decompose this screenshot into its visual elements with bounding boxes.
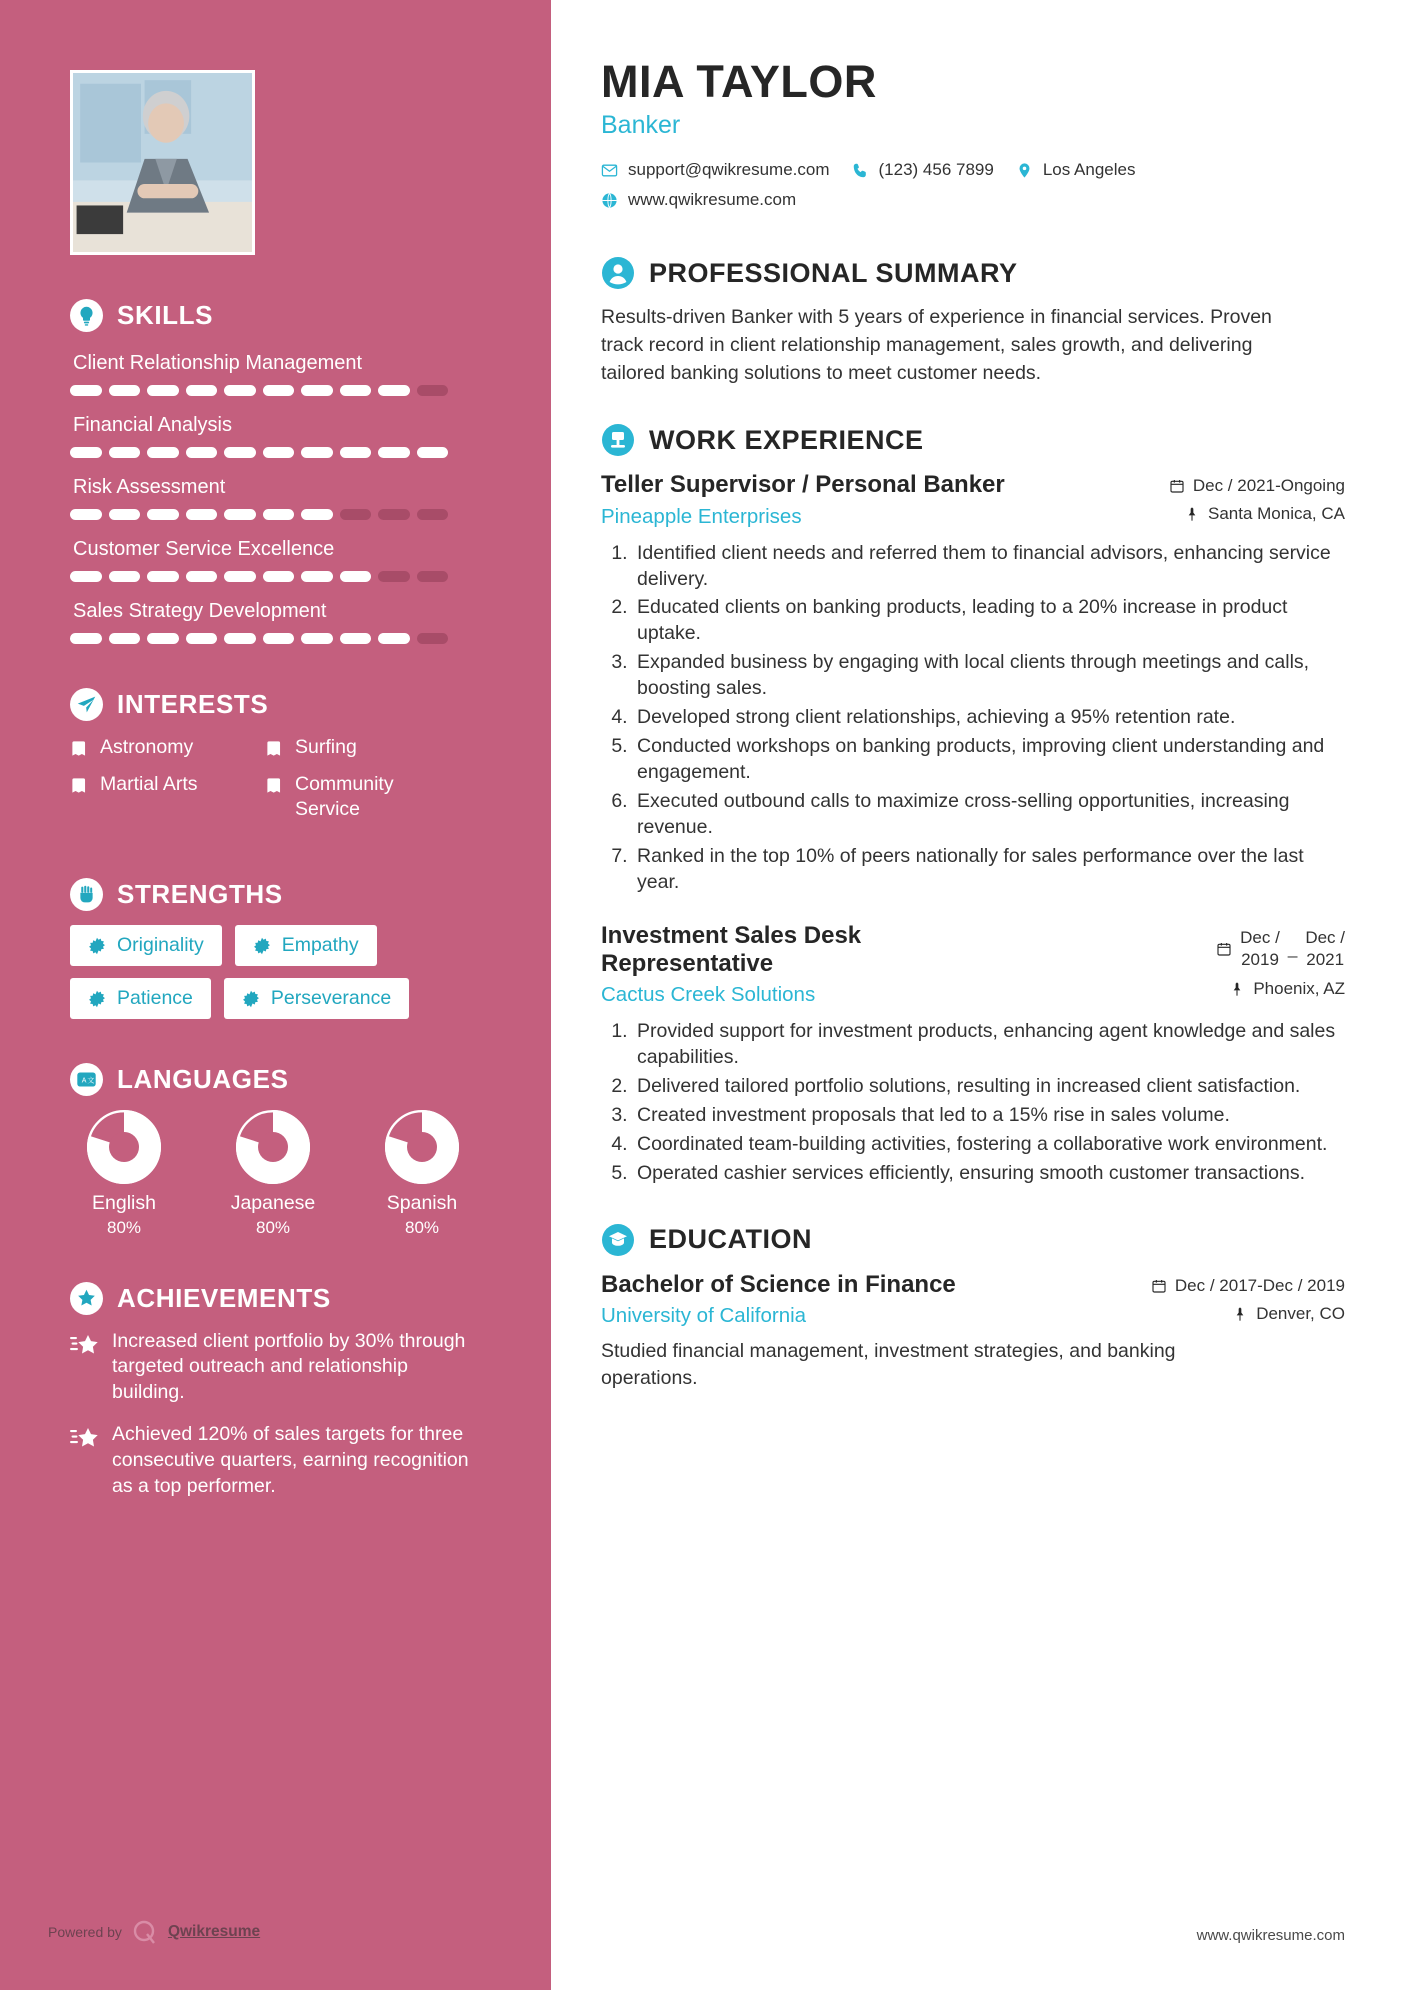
svg-text:A: A — [81, 1077, 87, 1085]
skill-label: Risk Assessment — [73, 476, 226, 498]
skill-bar-segment — [263, 571, 295, 582]
languages-list — [70, 1110, 481, 1237]
work-date-start-month: Dec / — [1240, 927, 1280, 947]
language-item — [368, 1110, 476, 1237]
skill-bar-segment — [417, 633, 449, 644]
work-date — [1216, 927, 1345, 971]
summary-text: Results-driven Banker with 5 years of experience in financial services. Proven track record in client relationship management, sales growth, and delivering tailored banking solutions to meet customer needs. — [601, 306, 1272, 384]
skill-bar-segment — [378, 385, 410, 396]
globe-icon — [601, 192, 618, 209]
work-date-end-year: 2021 — [1306, 949, 1345, 969]
summary-title: PROFESSIONAL SUMMARY — [649, 257, 1018, 288]
professional-summary-section — [601, 256, 1345, 387]
skill-bar-segment — [186, 571, 218, 582]
interest-label: Surfing — [295, 736, 357, 758]
work-date-start-year: 2019 — [1241, 949, 1279, 969]
skill-bar-segment — [417, 509, 449, 520]
work-entry-left — [601, 471, 1153, 528]
map-pin-icon — [1232, 1306, 1248, 1322]
work-bullet: 3. Expanded business by engaging with local clients through meetings and calls, boosting sales. — [633, 650, 1345, 702]
education-section — [601, 1223, 1345, 1392]
map-pin-icon — [1184, 506, 1200, 522]
education-location-text: Denver, CO — [1256, 1303, 1345, 1323]
education-entry-left — [601, 1271, 1135, 1328]
work-job-title: Teller Supervisor / Personal Banker — [601, 471, 1005, 499]
interest-item — [70, 772, 265, 821]
skill-bar-segment — [109, 633, 141, 644]
skill-label: Client Relationship Management — [73, 352, 363, 374]
work-entry-meta — [1169, 471, 1345, 524]
skill-bar-segment — [186, 633, 218, 644]
profile-photo-image — [73, 73, 252, 252]
skill-bar-segment — [263, 447, 295, 458]
language-label: English — [92, 1192, 156, 1215]
work-location-text: Phoenix, AZ — [1253, 978, 1345, 998]
work-date — [1169, 476, 1345, 496]
skills-title: SKILLS — [117, 300, 214, 330]
skill-bar-segment — [263, 509, 295, 520]
language-percent: 80% — [255, 1217, 291, 1237]
contact-email[interactable] — [601, 160, 830, 180]
skill-item — [70, 594, 481, 644]
work-bullet: 2. Delivered tailored portfolio solutions, resulting in increased client satisfaction. — [633, 1074, 1345, 1100]
contact-row-primary — [601, 160, 1345, 190]
work-entry-header — [601, 922, 1345, 1008]
interest-label: Astronomy — [100, 736, 194, 758]
skill-bar-segment — [378, 571, 410, 582]
work-location-text: Santa Monica, CA — [1207, 504, 1345, 524]
education-degree: Bachelor of Science in Finance — [601, 1270, 956, 1298]
skill-bar-segment — [301, 385, 333, 396]
skill-bar-segment — [224, 447, 256, 458]
work-bullet-list — [601, 541, 1345, 896]
skill-bar — [70, 385, 448, 396]
qwikresume-brand-link[interactable]: Qwikresume — [167, 1923, 261, 1940]
contact-location-text: Los Angeles — [1042, 160, 1136, 180]
email-icon — [601, 162, 618, 179]
interest-item — [70, 735, 265, 759]
strength-label: Patience — [117, 987, 193, 1010]
education-header — [601, 1223, 1345, 1257]
contact-website-text: www.qwikresume.com — [628, 190, 797, 210]
svg-text:文: 文 — [87, 1077, 95, 1085]
education-description: Studied financial management, investment strategies, and banking operations. — [601, 1340, 1176, 1389]
work-experience-section — [601, 423, 1345, 1186]
skill-bar-segment — [340, 633, 372, 644]
donut-chart — [385, 1110, 459, 1184]
strengths-header — [70, 878, 481, 911]
skill-bar-segment — [147, 447, 179, 458]
interest-label: Community Service — [295, 773, 394, 820]
skill-bar-segment — [70, 509, 102, 520]
language-donut — [87, 1110, 161, 1184]
work-bullet: 7. Ranked in the top 10% of peers nationally for sales performance over the last year. — [633, 844, 1345, 896]
strength-chip — [235, 925, 377, 966]
skill-bar-segment — [70, 571, 102, 582]
skill-bar-segment — [70, 633, 102, 644]
skill-bar-segment — [186, 509, 218, 520]
skill-bar-segment — [224, 571, 256, 582]
calendar-icon — [1151, 1278, 1167, 1294]
skill-bar-segment — [301, 447, 333, 458]
education-school: University of California — [601, 1304, 807, 1328]
book-icon — [70, 739, 89, 758]
skill-bar-segment — [378, 509, 410, 520]
skill-bar-segment — [224, 509, 256, 520]
language-label: Japanese — [230, 1192, 316, 1215]
achievements-list — [70, 1329, 481, 1501]
skill-bar-segment — [147, 571, 179, 582]
shooting-star-icon — [70, 1333, 98, 1407]
skill-bar — [70, 571, 448, 582]
skill-bar-segment — [378, 447, 410, 458]
skill-bar-segment — [263, 385, 295, 396]
language-percent: 80% — [404, 1217, 440, 1237]
skill-bar — [70, 447, 448, 458]
work-bullet: 3. Created investment proposals that led to a 15% rise in sales volume. — [633, 1103, 1345, 1129]
page-title: MIA TAYLOR — [601, 56, 877, 107]
work-bullet: 5. Conducted workshops on banking products, improving client understanding and engagement. — [633, 734, 1345, 786]
skill-bar-segment — [417, 571, 449, 582]
language-donut — [385, 1110, 459, 1184]
phone-icon — [852, 162, 869, 179]
achievements-title: ACHIEVEMENTS — [117, 1282, 331, 1313]
work-bullet: 4. Coordinated team-building activities, fostering a collaborative work environment. — [633, 1132, 1345, 1158]
skills-header — [70, 299, 481, 332]
strength-label: Perseverance — [270, 987, 392, 1010]
language-label: Spanish — [386, 1192, 458, 1215]
skill-item — [70, 346, 481, 396]
sidebar-footer — [48, 1918, 260, 1946]
language-item — [219, 1110, 327, 1237]
interest-item — [265, 772, 460, 821]
skill-bar-segment — [186, 447, 218, 458]
work-bullet: 5. Operated cashier services efficiently, ensuring smooth customer transactions. — [633, 1161, 1345, 1187]
strengths-title: STRENGTHS — [117, 879, 283, 910]
skill-bar-segment — [263, 633, 295, 644]
contact-phone-text: (123) 456 7899 — [878, 160, 994, 180]
work-bullet: 2. Educated clients on banking products, leading to a 20% increase in product uptake. — [633, 595, 1345, 647]
lightbulb-icon — [70, 299, 103, 332]
donut-chart — [87, 1110, 161, 1184]
achievement-item — [70, 1422, 470, 1500]
languages-header — [70, 1063, 481, 1096]
strengths-list — [70, 925, 470, 1019]
strength-chip — [70, 978, 211, 1019]
skill-bar-segment — [417, 447, 449, 458]
location-pin-icon — [1016, 162, 1033, 179]
interest-item — [265, 735, 460, 759]
work-entry-meta — [1216, 922, 1345, 999]
skill-bar-segment — [109, 509, 141, 520]
shooting-star-icon — [70, 1426, 98, 1500]
skill-bar — [70, 509, 448, 520]
donut-chart — [236, 1110, 310, 1184]
strengths-section — [70, 878, 481, 1019]
contact-phone[interactable] — [852, 160, 994, 180]
contact-website[interactable] — [601, 190, 796, 210]
star-badge-icon — [70, 1282, 103, 1315]
contact-location — [1016, 160, 1136, 180]
language-donut — [236, 1110, 310, 1184]
education-entry-header — [601, 1271, 1345, 1328]
skill-label: Customer Service Excellence — [73, 538, 335, 560]
skill-item — [70, 408, 481, 458]
burst-icon — [88, 937, 106, 955]
skill-bar-segment — [301, 633, 333, 644]
skills-section — [70, 299, 481, 644]
powered-by-label: Powered by — [48, 1924, 122, 1940]
work-location — [1216, 979, 1345, 999]
work-bullet-list — [601, 1019, 1345, 1187]
language-percent: 80% — [106, 1217, 142, 1237]
contact-email-text: support@qwikresume.com — [628, 160, 830, 180]
skill-bar-segment — [417, 385, 449, 396]
work-company: Pineapple Enterprises — [601, 504, 802, 528]
paper-plane-icon — [70, 688, 103, 721]
skill-label: Financial Analysis — [73, 414, 232, 436]
qwikresume-logo-icon — [131, 1918, 159, 1946]
main-footer-url: www.qwikresume.com — [1196, 1927, 1345, 1944]
achievements-header — [70, 1282, 481, 1315]
skill-label: Sales Strategy Development — [73, 600, 327, 622]
map-pin-icon — [1229, 981, 1245, 997]
education-title: EDUCATION — [649, 1224, 812, 1255]
education-date — [1151, 1276, 1345, 1296]
work-entry — [601, 471, 1345, 895]
burst-icon — [253, 937, 271, 955]
skill-bar-segment — [224, 633, 256, 644]
work-bullet: 4. Developed strong client relationships, achieving a 95% retention rate. — [633, 705, 1345, 731]
work-date-separator: _ — [1287, 938, 1298, 958]
skill-bar-segment — [301, 509, 333, 520]
skill-bar-segment — [301, 571, 333, 582]
skill-item — [70, 470, 481, 520]
summary-header — [601, 256, 1345, 290]
calendar-icon — [1216, 941, 1232, 957]
strength-label: Originality — [117, 934, 204, 957]
skill-bar-segment — [147, 509, 179, 520]
translate-icon — [70, 1063, 103, 1096]
skill-bar-segment — [147, 633, 179, 644]
skill-bar-segment — [224, 385, 256, 396]
skill-bar-segment — [340, 447, 372, 458]
skill-bar-segment — [109, 385, 141, 396]
skills-list — [70, 346, 481, 644]
work-entry — [601, 922, 1345, 1187]
achievement-item — [70, 1329, 470, 1407]
contact-row-secondary — [601, 190, 1345, 220]
skill-bar-segment — [109, 447, 141, 458]
education-date-text: Dec / 2017-Dec / 2019 — [1174, 1275, 1345, 1295]
skill-bar-segment — [340, 509, 372, 520]
profile-photo — [70, 70, 255, 255]
languages-section — [70, 1063, 481, 1237]
work-date-end — [1305, 927, 1345, 971]
work-date-text: Dec / 2021-Ongoing — [1192, 476, 1345, 496]
work-entry-header — [601, 471, 1345, 528]
work-entry-left — [601, 922, 991, 1008]
main-content — [551, 0, 1407, 1990]
work-company: Cactus Creek Solutions — [601, 983, 816, 1007]
skill-bar-segment — [70, 447, 102, 458]
person-circle-icon — [601, 256, 635, 290]
job-role-subtitle: Banker — [601, 111, 681, 140]
work-bullet: 1. Provided support for investment products, enhancing agent knowledge and sales capabilities. — [633, 1019, 1345, 1071]
work-date-start — [1240, 927, 1280, 971]
work-header — [601, 423, 1345, 457]
briefcase-icon — [601, 423, 635, 457]
work-job-title: Investment Sales Desk Representative — [601, 921, 862, 977]
skill-bar — [70, 633, 448, 644]
graduation-circle-icon — [601, 1223, 635, 1257]
work-bullet: 6. Executed outbound calls to maximize cross-selling opportunities, increasing revenue. — [633, 789, 1345, 841]
language-item — [70, 1110, 178, 1237]
strength-label: Empathy — [281, 934, 359, 957]
book-icon — [265, 739, 284, 758]
book-icon — [70, 776, 89, 795]
languages-title: LANGUAGES — [117, 1064, 289, 1095]
education-location — [1151, 1304, 1345, 1324]
fist-icon — [70, 878, 103, 911]
skill-bar-segment — [109, 571, 141, 582]
strength-chip — [70, 925, 222, 966]
strength-chip — [224, 978, 409, 1019]
calendar-icon — [1169, 478, 1185, 494]
interests-title: INTERESTS — [117, 689, 269, 719]
burst-icon — [88, 990, 106, 1008]
work-bullet: 1. Identified client needs and referred them to financial advisors, enhancing service delivery. — [633, 541, 1345, 593]
contact-info — [601, 160, 1345, 220]
skill-bar-segment — [340, 571, 372, 582]
education-entry-meta — [1151, 1271, 1345, 1324]
work-date-end-month: Dec / — [1305, 927, 1345, 947]
work-location — [1169, 504, 1345, 524]
interests-list — [70, 735, 460, 834]
burst-icon — [242, 990, 260, 1008]
skill-item — [70, 532, 481, 582]
skill-bar-segment — [186, 385, 218, 396]
achievement-text: Achieved 120% of sales targets for three consecutive quarters, earning recognition as a top performer. — [112, 1423, 469, 1498]
achievement-text: Increased client portfolio by 30% through targeted outreach and relationship building. — [112, 1329, 466, 1404]
skill-bar-segment — [147, 385, 179, 396]
interests-section — [70, 688, 481, 834]
interests-header — [70, 688, 481, 721]
sidebar — [0, 0, 551, 1990]
book-icon — [265, 776, 284, 795]
skill-bar-segment — [340, 385, 372, 396]
skill-bar-segment — [70, 385, 102, 396]
skill-bar-segment — [378, 633, 410, 644]
work-title: WORK EXPERIENCE — [649, 424, 924, 455]
interest-label: Martial Arts — [100, 773, 198, 796]
achievements-section — [70, 1282, 481, 1501]
